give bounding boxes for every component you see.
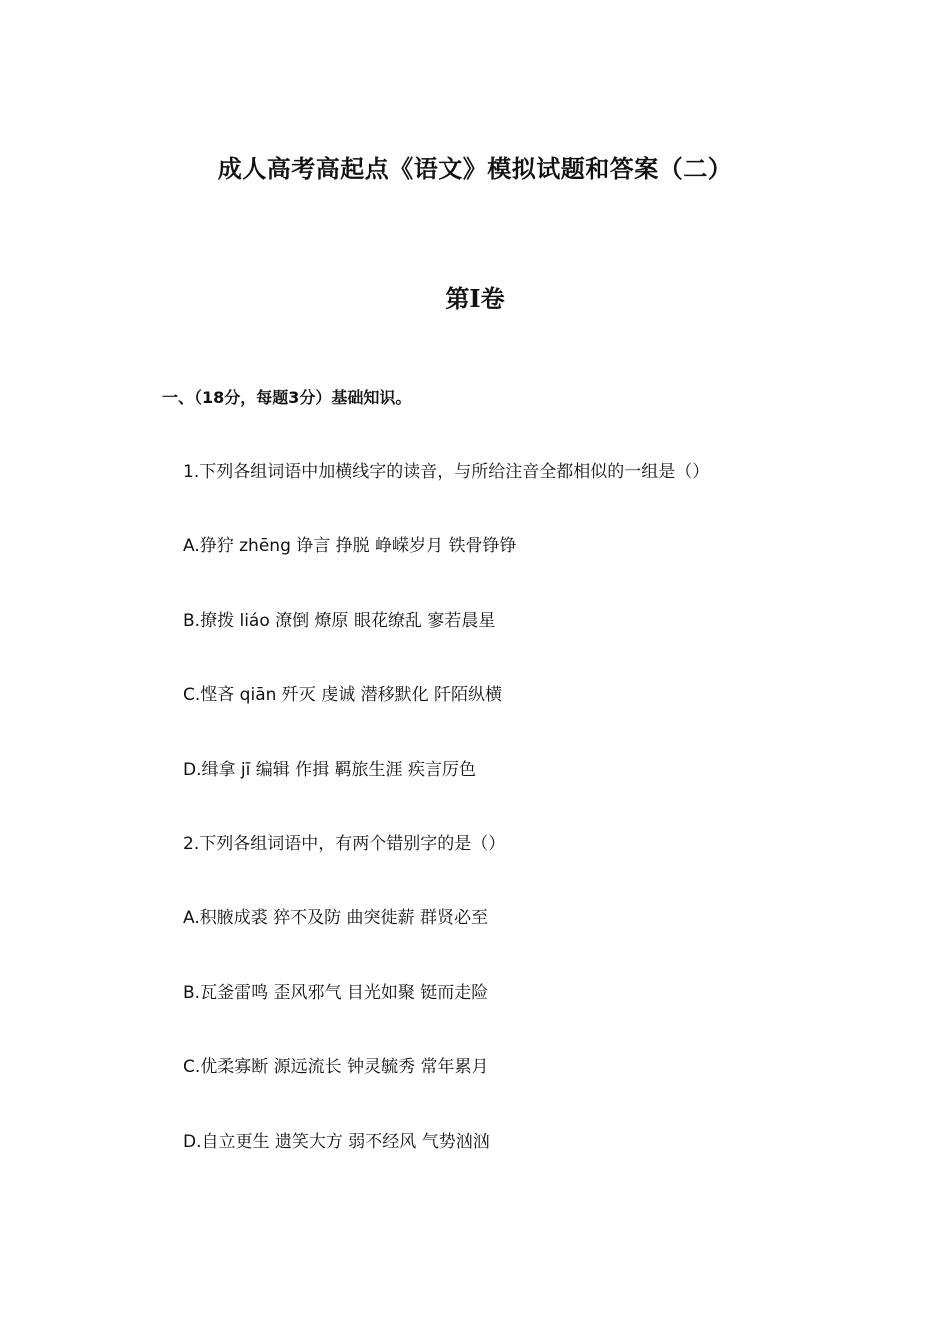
question-1-option-d: D.缉拿 jī 编辑 作揖 羁旅生涯 疾言厉色 <box>183 759 476 780</box>
question-2-option-c: C.优柔寡断 源远流长 钟灵毓秀 常年累月 <box>183 1057 489 1078</box>
question-1-option-c: C.悭吝 qiān 歼灭 虔诚 潜移默化 阡陌纵横 <box>183 685 502 706</box>
question-2-option-d: D.自立更生 遗笑大方 弱不经风 气势汹汹 <box>183 1131 490 1152</box>
question-1-option-a: A.狰狞 zhēng 诤言 挣脱 峥嵘岁月 铁骨铮铮 <box>183 536 517 557</box>
question-2-stem: 2.下列各组词语中，有两个错别字的是（） <box>183 833 506 854</box>
question-list <box>183 460 709 1204</box>
section-heading: 一、（18分，每题3分）基础知识。 <box>162 388 412 407</box>
volume-title: 第I卷 <box>445 284 505 313</box>
question-1-option-b: B.撩拨 liáo 潦倒 燎原 眼花缭乱 寥若晨星 <box>183 610 496 631</box>
question-2-option-a: A.积腋成裘 猝不及防 曲突徙薪 群贤必至 <box>183 908 488 929</box>
question-2-option-b: B.瓦釜雷鸣 歪风邪气 目光如聚 铤而走险 <box>183 982 489 1003</box>
document-title: 成人高考高起点《语文》模拟试题和答案（二） <box>217 154 733 183</box>
question-1-stem: 1.下列各组词语中加横线字的读音，与所给注音全都相似的一组是（） <box>183 462 710 482</box>
